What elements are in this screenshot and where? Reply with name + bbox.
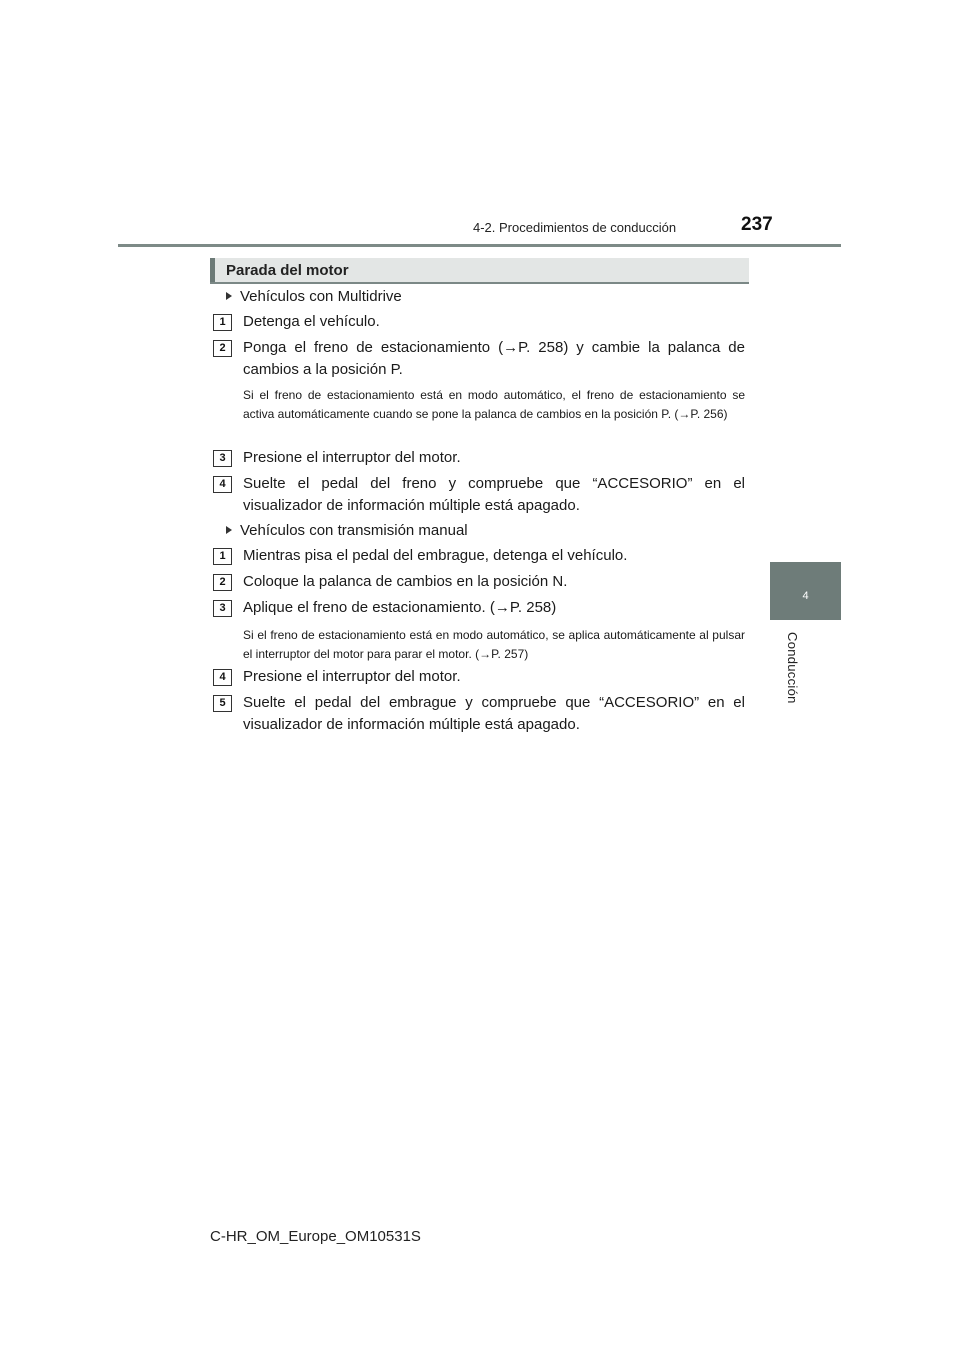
step-text: Detenga el vehículo. [243, 313, 380, 330]
step-number-badge: 2 [213, 340, 232, 357]
step-number-badge: 3 [213, 450, 232, 467]
note-text: Si el freno de estacionamiento está en modo automático, se aplica automáticamente al pulsar el interruptor del motor para parar el motor. (→P. 257) [243, 628, 745, 661]
step-text: Presione el interruptor del motor. [243, 449, 461, 466]
header-divider [118, 244, 841, 247]
step-text: Suelte el pedal del freno y compruebe que “ACCESORIO” en el visualizador de información múltiple está apagado. [243, 475, 745, 514]
section-heading-bar [210, 258, 749, 284]
triangle-bullet-icon [226, 526, 232, 534]
step-number-badge: 3 [213, 600, 232, 617]
subheading-multidrive [226, 288, 402, 305]
step-number-badge: 2 [213, 574, 232, 591]
step-number-badge: 4 [213, 476, 232, 493]
note-text: Si el freno de estacionamiento está en modo automático, el freno de estacionamiento se activa automáticamente cuando se pone la palanca de cambios en la posición P. (→P. 256) [243, 388, 745, 421]
step-number-badge: 5 [213, 695, 232, 712]
subheading-text: Vehículos con Multidrive [240, 288, 402, 305]
page-number: 237 [741, 214, 773, 235]
step-text: Ponga el freno de estacionamiento (→P. 258) y cambie la palanca de cambios a la posición P. [243, 339, 745, 378]
step-text: Mientras pisa el pedal del embrague, detenga el vehículo. [243, 547, 628, 564]
subheading-text: Vehículos con transmisión manual [240, 522, 468, 539]
step-number-badge: 1 [213, 548, 232, 565]
subheading-manual [226, 522, 468, 539]
step-text: Coloque la palanca de cambios en la posición N. [243, 573, 568, 590]
chapter-number: 4 [802, 590, 809, 602]
chapter-label: Conducción [785, 632, 800, 704]
section-title: Parada del motor [226, 262, 349, 279]
step-number-badge: 4 [213, 669, 232, 686]
document-id-footer: C-HR_OM_Europe_OM10531S [210, 1228, 421, 1245]
step-text: Suelte el pedal del embrague y compruebe que “ACCESORIO” en el visualizador de información múltiple está apagado. [243, 694, 745, 733]
step-number-badge: 1 [213, 314, 232, 331]
triangle-bullet-icon [226, 292, 232, 300]
step-text: Aplique el freno de estacionamiento. (→P. 258) [243, 599, 557, 616]
step-text: Presione el interruptor del motor. [243, 668, 461, 685]
chapter-tab [770, 562, 841, 620]
running-header-section: 4-2. Procedimientos de conducción [473, 220, 677, 235]
